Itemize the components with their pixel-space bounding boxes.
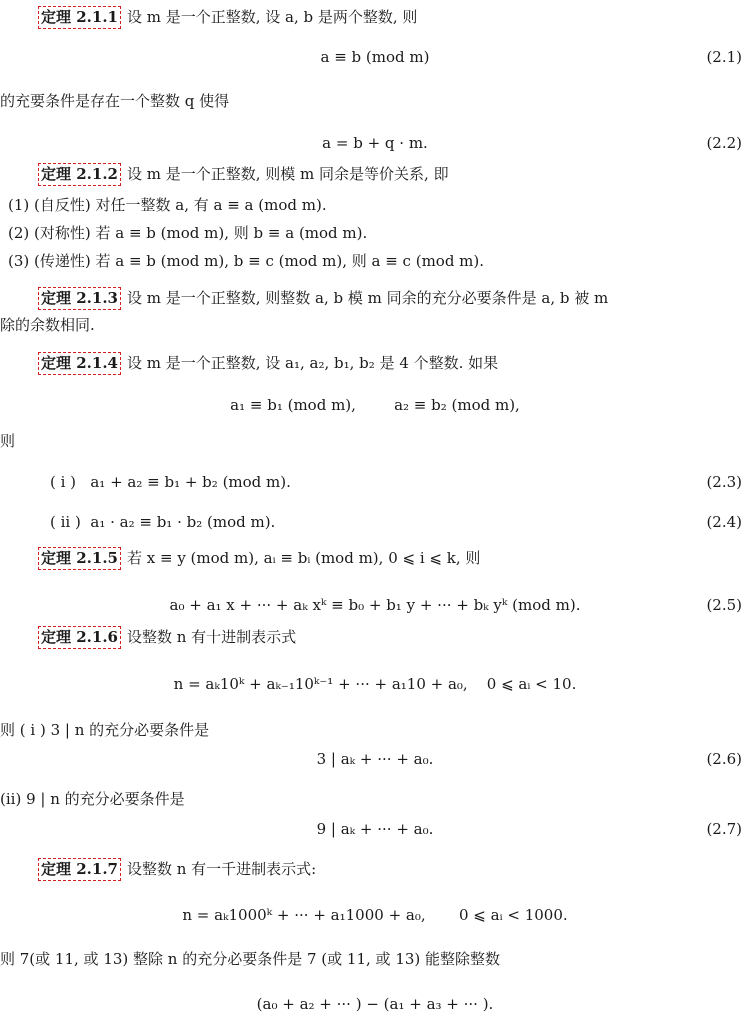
equation-2-4: ( ii ) a₁ · a₂ ≡ b₁ · b₂ (mod m). [50,513,276,531]
theorem-text: 设 m 是一个正整数, 则整数 a, b 模 m 同余的充分必要条件是 a, b 被 m [126,289,609,307]
equation-number: (2.1) [706,48,742,66]
property-transitive: (3) (传递性) 若 a ≡ b (mod m), b ≡ c (mod m), 则 a ≡ c (mod m). [8,252,485,270]
equation-number: (2.2) [706,134,742,152]
equation-2-3: ( i ) a₁ + a₂ ≡ b₁ + b₂ (mod m). [50,473,291,491]
equation-alternating-sum: (a₀ + a₂ + ··· ) − (a₁ + a₃ + ··· ). [256,995,494,1013]
theorem-label: 定理 2.1.2 [38,163,121,186]
theorem-label: 定理 2.1.6 [38,626,121,649]
equation-number: (2.3) [706,473,742,491]
theorem-2-1-1 [38,6,417,29]
text-line: 的充要条件是存在一个整数 q 使得 [0,92,230,110]
theorem-2-1-2 [38,163,449,186]
equation-2-1: a ≡ b (mod m) [320,48,430,66]
theorem-text: 设整数 n 有十进制表示式 [126,628,297,646]
equation-number: (2.5) [706,596,742,614]
equation-number: (2.7) [706,820,742,838]
property-symmetric: (2) (对称性) 若 a ≡ b (mod m), 则 b ≡ a (mod m). [8,224,368,242]
theorem-label: 定理 2.1.1 [38,6,121,29]
theorem-text: 若 x ≡ y (mod m), aᵢ ≡ bᵢ (mod m), 0 ⩽ i ⩽ k, 则 [126,549,481,567]
text-line: (ii) 9 | n 的充分必要条件是 [0,790,185,808]
text-line: 除的余数相同. [0,316,95,334]
equation-2-2: a = b + q · m. [322,134,428,152]
theorem-text: 设整数 n 有一千进制表示式: [126,860,317,878]
equation-decimal-expansion: n = aₖ10ᵏ + aₖ₋₁10ᵏ⁻¹ + ··· + a₁10 + a₀, 0 ⩽ aᵢ < 10. [173,675,577,693]
theorem-label: 定理 2.1.4 [38,352,121,375]
theorem-2-1-3 [38,287,608,310]
equation-number: (2.4) [706,513,742,531]
equation-thousand-expansion: n = aₖ1000ᵏ + ··· + a₁1000 + a₀, 0 ⩽ aᵢ < 1000. [182,906,568,924]
theorem-text: 设 m 是一个正整数, 设 a, b 是两个整数, 则 [126,8,418,26]
text-line: 则 [0,432,16,450]
theorem-text: 设 m 是一个正整数, 则模 m 同余是等价关系, 即 [126,165,449,183]
theorem-2-1-6 [38,626,296,649]
equation-2-7: 9 | aₖ + ··· + a₀. [316,820,434,838]
theorem-text: 设 m 是一个正整数, 设 a₁, a₂, b₁, b₂ 是 4 个整数. 如果 [126,354,499,372]
theorem-2-1-4 [38,352,498,375]
equation-hypothesis: a₁ ≡ b₁ (mod m), a₂ ≡ b₂ (mod m), [230,396,520,414]
equation-number: (2.6) [706,750,742,768]
property-reflexive: (1) (自反性) 对任一整数 a, 有 a ≡ a (mod m). [8,196,327,214]
theorem-2-1-7 [38,858,316,881]
theorem-label: 定理 2.1.5 [38,547,121,570]
equation-2-6: 3 | aₖ + ··· + a₀. [316,750,434,768]
text-line: 则 7(或 11, 或 13) 整除 n 的充分必要条件是 7 (或 11, 或 13) 能整除整数 [0,950,501,968]
equation-2-5: a₀ + a₁ x + ··· + aₖ xᵏ ≡ b₀ + b₁ y + ··· + bₖ yᵏ (mod m). [169,596,581,614]
theorem-2-1-5 [38,547,480,570]
text-line: 则 ( i ) 3 | n 的充分必要条件是 [0,721,210,739]
theorem-label: 定理 2.1.3 [38,287,121,310]
theorem-label: 定理 2.1.7 [38,858,121,881]
